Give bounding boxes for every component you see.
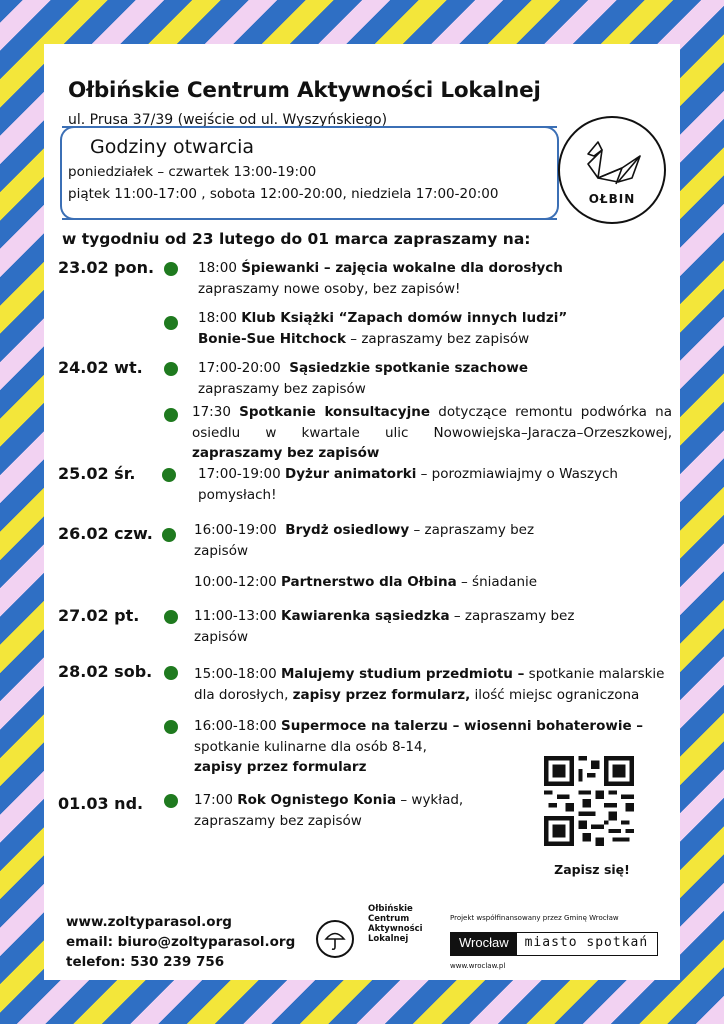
event-desc-bold: zapisy przez formularz, — [292, 686, 471, 703]
umbrella-glyph — [318, 922, 352, 956]
footer-org-name: Ołbińskie Centrum Aktywności Lokalnej — [368, 904, 423, 944]
date-label: 26.02 czw. — [58, 524, 153, 543]
event-name: Sąsiedzkie spotkanie szachowe — [289, 360, 529, 376]
bullet-dot — [164, 610, 178, 624]
footer-website[interactable]: www.zoltyparasol.org — [66, 914, 232, 930]
address: ul. Prusa 37/39 (wejście od ul. Wyszyńskiego) — [68, 112, 388, 128]
hours-line-2: piątek 11:00-17:00 , sobota 12:00-20:00, niedziela 17:00-20:00 — [68, 186, 499, 202]
event-desc: – zapraszamy bez zapisów — [350, 330, 530, 347]
event-item — [194, 790, 494, 831]
event-time: 10:00-12:00 — [194, 574, 277, 590]
bullet-dot — [164, 408, 178, 422]
event-item — [194, 520, 574, 561]
event-item — [192, 402, 672, 464]
event-item — [198, 358, 618, 399]
bullet-dot — [164, 794, 178, 808]
bullet-dot — [164, 262, 178, 276]
olbin-logo — [558, 116, 666, 224]
event-item — [194, 664, 674, 705]
date-label: 27.02 pt. — [58, 606, 140, 625]
bullet-dot — [164, 362, 178, 376]
event-desc-2: ilość miejsc ograniczona — [474, 686, 640, 703]
event-item — [198, 464, 618, 505]
event-item — [194, 606, 614, 647]
intro-heading: w tygodniu od 23 lutego do 01 marca zapraszamy na: — [62, 230, 531, 248]
event-desc: – porozmiawiajmy o Waszych pomysłach! — [198, 466, 618, 503]
wroclaw-url[interactable]: www.wroclaw.pl — [450, 962, 506, 970]
bullet-dot — [164, 666, 178, 680]
event-time: 11:00-13:00 — [194, 608, 277, 624]
event-name: Kawiarenka sąsiedzka — [280, 608, 450, 624]
event-item — [198, 258, 618, 299]
event-name: Brydż osiedlowy — [285, 522, 410, 538]
event-time: 15:00-18:00 — [194, 666, 277, 682]
olbin-logo-text: OŁBIN — [588, 192, 636, 206]
event-time: 17:30 — [192, 404, 231, 420]
qr-code-icon — [544, 756, 634, 846]
event-author: Bonie-Sue Hitchock — [198, 330, 346, 347]
footer-email[interactable]: email: biuro@zoltyparasol.org — [66, 934, 296, 950]
event-time: 17:00-20:00 — [198, 360, 281, 376]
event-desc: – zapraszamy bez zapisów — [194, 608, 575, 645]
event-time: 17:00-19:00 — [198, 466, 281, 482]
project-note: Projekt współfinansowany przez Gminę Wrocław — [450, 914, 619, 922]
event-desc: – śniadanie — [461, 574, 538, 590]
bullet-dot — [164, 316, 178, 330]
event-time: 16:00-18:00 — [194, 718, 277, 734]
wroclaw-logo — [450, 932, 658, 956]
event-desc: spotkanie kulinarne dla osób 8-14, — [194, 738, 427, 755]
event-time: 17:00 — [194, 792, 233, 808]
event-name: Rok Ognistego Konia — [237, 792, 397, 808]
date-label: 28.02 sob. — [58, 662, 153, 681]
event-desc: zapraszamy bez zapisów — [198, 380, 366, 397]
date-label: 24.02 wt. — [58, 358, 143, 377]
bullet-dot — [162, 468, 176, 482]
event-desc: spotkanie malarskie dla dorosłych, — [194, 666, 665, 703]
footer-phone: telefon: 530 239 756 — [66, 954, 225, 970]
event-desc-bold: zapraszamy bez zapisów — [192, 445, 380, 461]
event-desc: dotyczące remontu podwórka na osiedlu w kwartale ulic Nowowiejska–Jaracza–Orzeszkowej, — [192, 404, 672, 441]
signup-qr-code[interactable] — [544, 756, 634, 846]
page-title: Ołbińskie Centrum Aktywności Lokalnej — [68, 78, 541, 103]
event-desc-bold: zapisy przez formularz — [194, 759, 367, 775]
event-time: 18:00 — [198, 260, 237, 276]
wroclaw-logo-word: Wrocław — [451, 933, 517, 955]
poster-card — [44, 44, 680, 980]
date-label: 23.02 pon. — [58, 258, 155, 277]
qr-label: Zapisz się! — [554, 862, 630, 877]
event-desc: – zapraszamy bez zapisów — [194, 522, 535, 559]
event-name: Klub Książki “Zapach domów innych ludzi” — [241, 310, 568, 326]
event-name: Dyżur animatorki — [284, 466, 417, 482]
umbrella-icon — [316, 920, 354, 958]
event-name: Partnerstwo dla Ołbina — [280, 574, 457, 590]
event-time: 18:00 — [198, 310, 237, 326]
event-name: Śpiewanki – zajęcia wokalne dla dorosłych — [241, 260, 563, 276]
event-item — [194, 572, 654, 593]
bullet-dot — [164, 720, 178, 734]
event-item — [198, 308, 618, 349]
event-name: Spotkanie konsultacyjne — [239, 404, 430, 420]
wroclaw-logo-slogan: miasto spotkań — [524, 935, 649, 950]
event-desc: zapraszamy nowe osoby, bez zapisów! — [198, 280, 461, 297]
event-time: 16:00-19:00 — [194, 522, 277, 538]
event-name: Malujemy studium przedmiotu – — [280, 666, 525, 682]
bullet-dot — [162, 528, 176, 542]
date-label: 25.02 śr. — [58, 464, 136, 483]
date-label: 01.03 nd. — [58, 794, 144, 813]
hours-title: Godziny otwarcia — [90, 136, 255, 158]
hours-line-1: poniedziałek – czwartek 13:00-19:00 — [68, 164, 317, 180]
event-name: Supermoce na talerzu – wiosenni bohaterowie – — [280, 718, 644, 734]
event-desc: – wykład, zapraszamy bez zapisów — [194, 792, 464, 829]
